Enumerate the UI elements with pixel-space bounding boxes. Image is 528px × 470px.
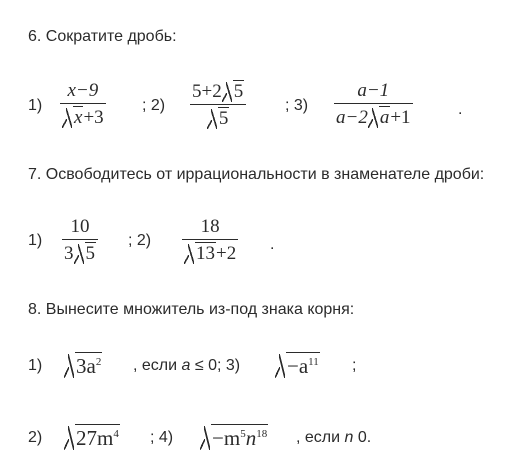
fraction-numerator: a−1 bbox=[357, 80, 390, 101]
fraction-denominator: a−2 a+1 bbox=[336, 107, 411, 128]
fraction-bar bbox=[60, 103, 106, 104]
fraction-denominator: 3 5 bbox=[64, 243, 95, 264]
task8-radical-4: $-m^5n^{18}$ bbox=[200, 424, 268, 451]
fraction-bar bbox=[62, 239, 98, 240]
task7-fraction-2 bbox=[182, 216, 238, 265]
fraction-bar bbox=[182, 239, 238, 240]
fraction-bar bbox=[334, 103, 413, 104]
task8-heading: 8. Вынесите множитель из-под знака корня: bbox=[28, 301, 355, 318]
radical: x bbox=[62, 106, 83, 129]
fraction-denominator: x+3 bbox=[60, 106, 106, 129]
radical: 13 bbox=[184, 242, 216, 265]
task8-row1-end: ; bbox=[352, 357, 357, 374]
task8-row1-label: 1) bbox=[28, 357, 43, 374]
task7-separator-2: ; 2) bbox=[128, 232, 152, 249]
fraction-bar bbox=[190, 104, 246, 105]
fraction-numerator: x−9 bbox=[67, 80, 99, 101]
task7-label-1: 1) bbox=[28, 232, 43, 249]
task6-label-1: 1) bbox=[28, 97, 43, 114]
radical: 5 bbox=[222, 80, 245, 103]
radical: 5 bbox=[207, 107, 230, 130]
task6-separator-3: ; 3) bbox=[285, 97, 309, 114]
fraction-denominator bbox=[205, 107, 232, 130]
task8-row2-label: 2) bbox=[28, 429, 43, 446]
task7-fraction-1 bbox=[62, 216, 98, 265]
fraction-denominator: 13+2 bbox=[182, 242, 238, 265]
fraction-numerator: 5+2 5 bbox=[192, 81, 244, 102]
task8-radical-2: $27m^4$ bbox=[64, 424, 120, 451]
fraction-numerator: 18 bbox=[200, 216, 220, 237]
task8-radical-3: $-a^{11}$ bbox=[275, 352, 320, 379]
task6-fraction-3 bbox=[334, 80, 413, 129]
radical: 5 bbox=[74, 242, 97, 265]
task6-fraction-2 bbox=[190, 80, 246, 130]
task6-heading: 6. Сократите дробь: bbox=[28, 28, 177, 45]
task7-heading: 7. Освободитесь от иррациональности в знаменателе дроби: bbox=[28, 166, 485, 183]
task8-row1-condition: , если a ≤ 0; 3) bbox=[133, 357, 241, 374]
task8-row2-condition: , если n 0. bbox=[296, 429, 372, 446]
task6-fraction-1 bbox=[60, 80, 106, 129]
task6-separator-2: ; 2) bbox=[142, 97, 166, 114]
task8-radical-1: $3a^2$ bbox=[64, 352, 102, 379]
task7-end: . bbox=[270, 236, 275, 253]
task8-separator-4: ; 4) bbox=[150, 429, 174, 446]
radical: a bbox=[368, 106, 391, 129]
task6-end: . bbox=[458, 101, 463, 118]
fraction-numerator: 10 bbox=[70, 216, 90, 237]
